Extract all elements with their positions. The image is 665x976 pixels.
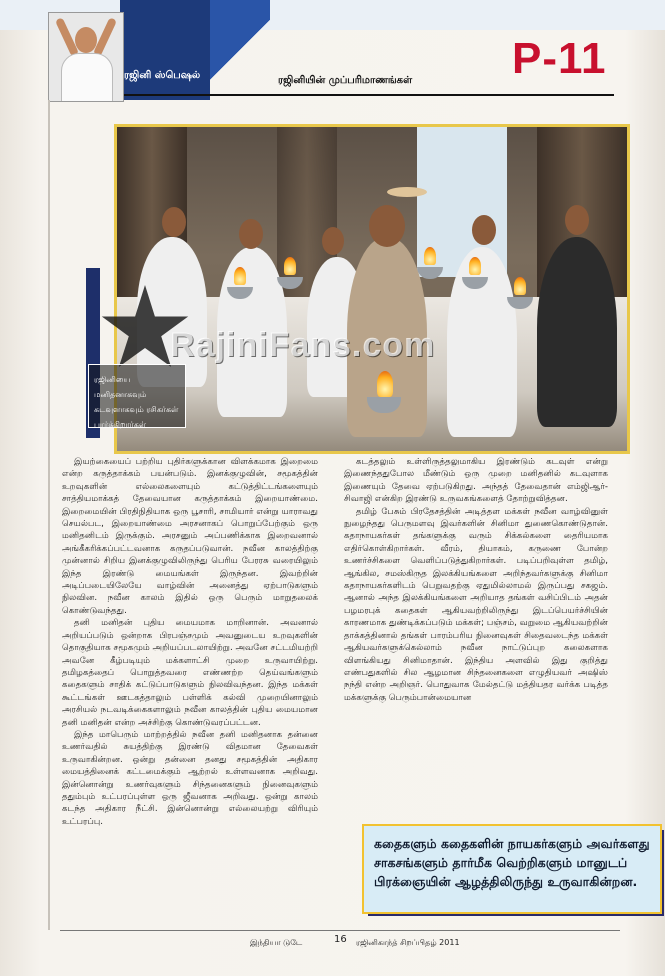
footer-issue: ரஜினிகாந்த் சிறப்பிதழ் 2011 — [356, 938, 460, 947]
festival-photo — [114, 124, 630, 454]
photo-caption: ரஜினியை மனிதனாகவும் கடவுளாகவும் ரசிகர்கள் பார்க்கிறார்கள் — [94, 375, 179, 429]
footer-rule — [60, 930, 620, 931]
article-paragraph: தனி மனிதன் புதிய மையமாக மாறினான். அவனால் அறியப்படும் ஒன்றாக பிரபஞ்சமும் அவனுடைய உறவுகளின் தொகுதியாக சமூகமும் அறியப்படலாயிற்று. அவனே சட்டமியற்றி அவனே கீழ்படியும் மக்களாட்சி முறை உருவாயிற்று. தமிழகத்தைப் பொறுத்தவரை எண்ணற்ற தெய்வங்களும் கதைகளும் சாதிக் கட்டுப்பாடுகளும் நிலவிவந்தன. இந்த மக்கள் கூட்டங்கள் ஊடகத்தாலும் பள்ளிக் கல்வி முறையினாலும் அரசியல் நடவடிக்கைகளாலும் நவீன காலத்தின் புதிய மையமான தனி மனிதன் என்ற அச்சிற்கு கொண்டுவரப்பட்டன. — [62, 618, 318, 728]
article-paragraph: இந்த மாபெரும் மாற்றத்தில் நவீன தனி மனிதனாக தன்னை உணர்வதில் சுயத்திற்கு இரண்டு விதமான தேவைகள் உருவாகின்றன. ஒன்று தன்னை தனது சமூகத்தின் அதிகார மையத்தினைக் கட்டமைக்கும் ஆற்றல் உள்ளவனாக அறிவது. இன்னொன்று உணர்வுகளும் சிந்தனைகளும் நினைவுகளும் ததும்பும் உட்பரப்புள்ள ஒரு ஜீவனாக அறிவது. ஒன்று காலம் கடந்த அதிகார நீட்சி. இன்னொன்று எல்லையற்று விரியும் உட்பரப்பு. — [62, 729, 318, 827]
footer-publication: இந்தியா டுடே — [250, 938, 303, 947]
article-column-1 — [62, 456, 318, 916]
article-paragraph: தமிழ் பேசும் பிரதேசத்தின் அடித்தள மக்கள் நவீன வாழ்வினுள் நுழைந்தது பெருமளவு இவர்களின் சினிமா துணைகொண்டுதான். கதாநாயகர்கள் தங்களுக்கு வரும் சிக்கல்களை தைரியமாக எதிர்கொள்கிறார்கள். வீரம், தியாகம், கருணை போன்ற உணர்ச்சிகளை வெளிப்படுத்துகிறார்கள். படிப்பறிவுள்ள தமிழ், ஆங்கில, சமஸ்கிருத இலக்கியங்களை அறிந்தவர்களுக்கு சினிமா கதாநாயகர்களிடம் பெறுவதற்கு ஏதுமில்லாமல் இருப்பது சகஜம். ஆனால் அந்த இலக்கியங்களை அறியாத தங்கள் வசிப்பிடம் அதன் பழமரபுக் கதைகள் ஆகியவற்றிலிருந்து இடப்பெயர்ச்சியின் காரணமாக துண்டிக்கப்படும் மக்கள்; பஞ்சம், வறுமை ஆகியவற்றின் தாக்கத்தினால் தங்கள் பாரம்பரிய நினைவுகள் சிதைவடைந்த மக்கள் ஆகியவர்களுக்கெல்லாம் நவீன நாட்டுப்புற கலைகளாக விளங்கியது சினிமாதான். இந்திய அளவில் இது குறித்து எண்பதுகளில் சில ஆழமான சிந்தனைகளை எழுதியவர் அஷிஸ் நந்தி என்ற அறிஞர். பொதுவாக மேல்தட்டு மத்தியதர வர்க்க படித்த மக்களுக்கு பெரும்பான்மையான — [344, 506, 608, 703]
article-paragraph: இயற்கையைப் பற்றிய புதிர்களுக்கான விளக்கமாக இறைமை என்ற கருத்தாக்கம் பயன்படும். இனக்குழுவின், சமூகத்தின் உறவுகளின் எல்லைகளையும் கட்டுத்திட்டங்களையும் சாத்தியமாக்கத் தேவையான கருத்தாக்கம் இறையாண்மை. இறைமையின் பிரதிநிதியாக ஒரு பூசாரி, சாமியார் என்று யாராவது செயல்பட, இறையாண்மை அரசனாகப் பொறுப்பேற்கும் ஒரு மனிதனிடம் இருக்கும். அரசனும் அப்பணிக்காக இறைவனால் அங்கீகரிக்கப்பட்டவனாக கருதப்படுவான். நவீன காலத்திற்கு முன்னால் சிறிய இனக்குழுவிலிருந்து பெரிய பேரரசு வரையிலும் இந்த இரண்டு மையங்கள் இருந்தன. இவற்றின் அடிப்படையிலேயே வாழ்வின் அனைத்து ஏற்பாடுகளும் நிலவின. நவீன காலம் இதில் ஒரு பெரும் மாறுதலைக் கொண்டுவந்தது. — [62, 457, 318, 616]
header-blue-triangle — [210, 0, 270, 100]
watermark-text: RajiniFans.com — [170, 326, 436, 364]
header-dark-panel — [120, 0, 210, 100]
pull-quote: கதைகளும் கதைகளின் நாயகர்களும் அவர்களது சாகசங்களும் தார்மீக வெற்றிகளும் மானுடப் பிரக்ஞையின் ஆழத்திலிருந்து உருவாகின்றன. — [374, 836, 650, 889]
footer-page-number: 16 — [334, 934, 347, 945]
bleed-through-decoration — [18, 820, 30, 870]
author-photo — [48, 12, 124, 102]
header-rule — [124, 94, 614, 96]
page-number: P-11 — [512, 34, 607, 83]
article-paragraph: கடத்தலும் உள்ளிருத்தலுமாகிய இரண்டும் கடவுள் என்று இணைந்ததுபோல மீண்டும் ஒரு முறை மனிதனில் கடவுளாக இணையும் தேவை ஏற்படுகிறது. அந்தத் தேவைதான் எம்ஜிஆர்-சிவாஜி என்கிற இரண்டு உருவகங்களைத் தோற்றுவித்தன. — [344, 457, 608, 505]
page-margin-line — [48, 100, 50, 930]
article-column-2 — [344, 456, 608, 836]
section-title: ரஜினியின் முப்பரிமாணங்கள் — [278, 75, 413, 86]
section-tag: ரஜினி ஸ்பெஷல் — [124, 70, 201, 81]
